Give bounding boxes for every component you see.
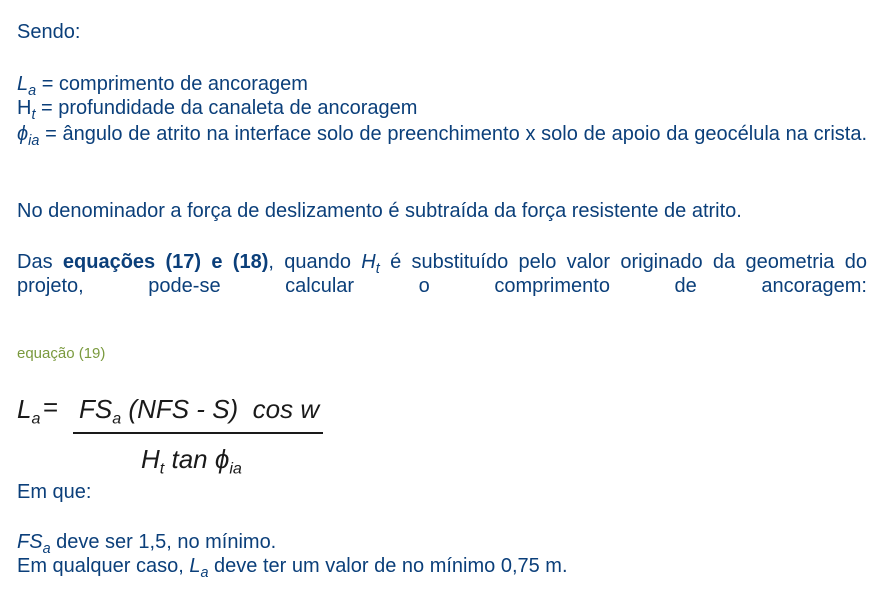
- eq-para-pre: Das: [17, 251, 63, 273]
- symbol-la: L: [17, 73, 29, 95]
- definition-phi-text: = ângulo de atrito na interface solo de preenchimento x solo de apoio da geocélula na crista.: [39, 123, 867, 145]
- definition-phi: [17, 122, 867, 170]
- symbol-ht: H: [17, 97, 32, 119]
- em-que-text: Em que:: [17, 481, 92, 503]
- formula-numerator: [79, 394, 320, 428]
- definition-la-text: = comprimento de ancoragem: [36, 73, 308, 95]
- formula-lhs: [17, 394, 41, 428]
- formula-num-fs: FS: [79, 394, 113, 424]
- formula-den-rest: tan ϕ: [164, 444, 230, 474]
- la-note: [17, 554, 568, 582]
- fs-note-sub: a: [42, 541, 51, 558]
- equation-label: equação (19): [17, 345, 106, 362]
- fs-note-text: deve ser 1,5, no mínimo.: [50, 531, 277, 553]
- formula-den-h: H: [141, 444, 160, 474]
- equations-paragraph: [17, 250, 867, 322]
- definition-la: [17, 72, 308, 100]
- symbol-phi: ϕ: [17, 123, 29, 145]
- la-note-sym: L: [189, 555, 201, 577]
- definition-ht-text: = profundidade da canaleta de ancoragem: [35, 97, 418, 119]
- formula-lhs-sub: a: [31, 409, 41, 428]
- symbol-phi-sub: ia: [28, 133, 40, 150]
- eq-para-sub: t: [375, 261, 380, 278]
- formula-lhs-sym: L: [17, 394, 32, 424]
- formula-equals: =: [43, 392, 59, 422]
- fs-note: [17, 530, 277, 558]
- fs-note-sym: FS: [17, 531, 43, 553]
- eq-para-post: é substituído pelo valor originado da geometria do projeto, pode-se calcular o comprimento de ancoragem:: [17, 251, 867, 297]
- fraction-bar: [73, 432, 323, 434]
- formula-den-h-sub: t: [159, 459, 165, 478]
- eq-para-bold: equações (17) e (18): [62, 251, 269, 273]
- formula-den-sub: ia: [229, 459, 242, 478]
- formula: [17, 392, 347, 482]
- la-note-sub: a: [200, 565, 209, 582]
- eq-para-mid: , quando: [268, 251, 362, 273]
- definition-ht: [17, 96, 418, 124]
- denominator-note: No denominador a força de deslizamento é subtraída da força resistente de atrito.: [17, 200, 742, 222]
- eq-para-sym: H: [361, 251, 376, 273]
- formula-num-fs-sub: a: [112, 409, 122, 428]
- la-note-text: deve ter um valor de no mínimo 0,75 m.: [208, 555, 568, 577]
- symbol-ht-sub: t: [31, 107, 36, 124]
- intro-text: Sendo:: [17, 21, 81, 43]
- formula-denominator: [141, 444, 242, 478]
- symbol-la-sub: a: [28, 83, 37, 100]
- la-note-pre: Em qualquer caso,: [17, 555, 190, 577]
- formula-num-rest: (NFS - S) cos w: [121, 394, 320, 424]
